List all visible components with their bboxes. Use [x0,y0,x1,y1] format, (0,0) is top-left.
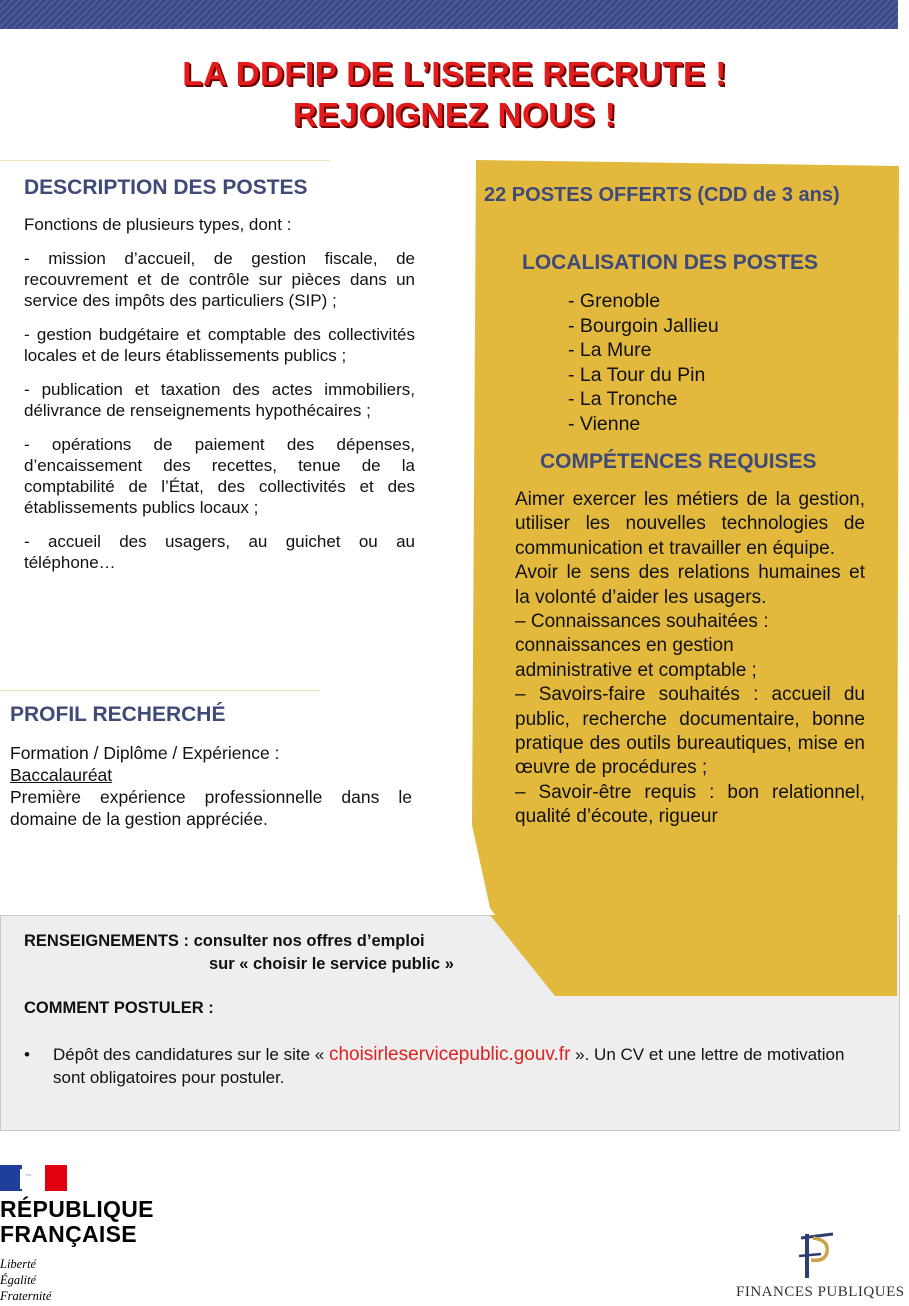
location-item: - La Mure [568,339,652,361]
rf-line: RÉPUBLIQUE [0,1196,154,1222]
renseignements-line-1: RENSEIGNEMENTS : consulter nos offres d’emploi [24,932,425,950]
location-list [568,289,719,436]
competence-item: – Savoir-être requis : bon relationnel, qualité d’écoute, rigueur [515,781,865,828]
finances-publiques-logo-icon [793,1230,838,1282]
rf-line: FRANÇAISE [0,1221,137,1247]
competence-item: administrative et comptable ; [515,659,757,681]
description-item: - publication et taxation des actes immobiliers, délivrance de renseignements hypothécaires ; [24,380,415,420]
profil-line: Première expérience professionnelle dans le domaine de la gestion appréciée. [10,787,412,829]
republique-francaise-title [0,1197,154,1247]
marianne-logo-icon [0,1165,67,1191]
competence-item: – Savoirs-faire souhaités : accueil du public, recherche documentaire, bonne pratique des outils bureautiques, mise en œuvre de procédures ; [515,684,865,779]
description-item: - accueil des usagers, au guichet ou au téléphone… [24,532,415,572]
motto-line: Fraternité [0,1289,52,1303]
description-item: - mission d’accueil, de gestion fiscale, de recouvrement et de contrôle sur pièces dans un service des impôts des particuliers (SIP) ; [24,249,415,310]
location-item: - La Tronche [568,388,678,410]
competences-heading: COMPÉTENCES REQUISES [540,450,817,473]
competence-item: Avoir le sens des relations humaines et la volonté d’aider les usagers. [515,562,865,608]
bullet-icon: • [24,1045,30,1064]
depot-text-after: ». Un CV et une lettre de motivation sont obligatoires pour postuler. [53,1045,845,1087]
description-body [24,214,415,586]
competence-item: connaissances en gestion [515,635,734,657]
description-intro: Fonctions de plusieurs types, dont : [24,215,292,234]
profil-heading: PROFIL RECHERCHÉ [10,703,226,726]
postuler-heading: COMMENT POSTULER : [24,999,214,1017]
profil-diploma: Baccalauréat [10,765,113,785]
postes-offerts: 22 POSTES OFFERTS (CDD de 3 ans) [484,184,840,206]
renseignements-line-2: sur « choisir le service public » [209,955,454,973]
section-divider [0,690,320,691]
description-item: - opérations de paiement des dépenses, d’encaissement des recettes, tenue de la comptabilité de l’État, des collectivités et des établissements publics locaux ; [24,435,415,517]
profil-body [10,742,412,830]
section-divider [0,160,330,161]
profil-line: Formation / Diplôme / Expérience : [10,743,280,763]
description-item: - gestion budgétaire et comptable des collectivités locales et de leurs établissements publics ; [24,325,415,365]
location-item: - Bourgoin Jallieu [568,314,719,337]
competence-item: – Connaissances souhaitées : [515,611,769,633]
page-title-line-2: REJOIGNEZ NOUS ! [292,96,617,133]
top-banner [0,0,898,29]
page-title-line-1: LA DDFIP DE L’ISERE RECRUTE ! [182,55,727,92]
competence-item: Aimer exercer les métiers de la gestion, utiliser les nouvelles technologies de communication et travailler en équipe. [515,489,865,559]
localisation-heading: LOCALISATION DES POSTES [522,251,818,274]
location-item: - Vienne [568,412,641,435]
depot-text [53,1043,868,1089]
motto-line: Liberté [0,1257,37,1271]
offer-panel-tail [472,915,899,997]
location-item: - La Tour du Pin [568,363,706,386]
depot-text-before: Dépôt des candidatures sur le site « [53,1045,329,1064]
site-link[interactable]: choisirleservicepublic.gouv.fr [328,1044,571,1065]
finances-publiques-label: FINANCES PUBLIQUES [736,1284,905,1300]
competences-body [515,488,865,830]
description-heading: DESCRIPTION DES POSTES [24,176,308,199]
republic-motto [0,1256,51,1304]
motto-line: Égalité [0,1273,37,1287]
location-item: - Grenoble [568,290,661,312]
